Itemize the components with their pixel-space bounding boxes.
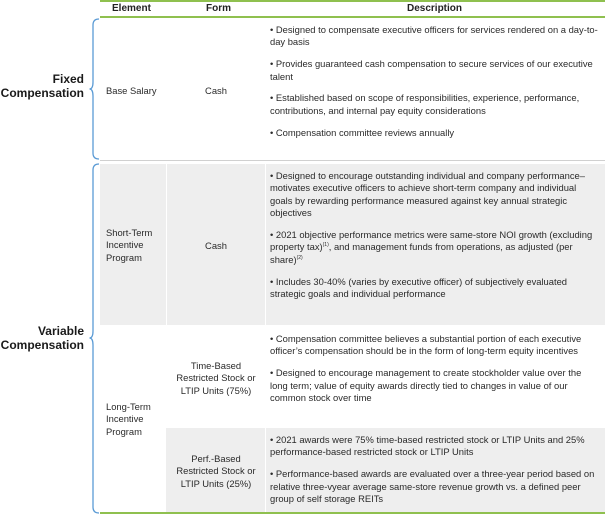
header-top-rule — [100, 0, 605, 2]
base-salary-form: Cash — [205, 85, 227, 96]
lti-time-form: Time-Based Restricted Stock or LTIP Units (75%) — [176, 360, 256, 396]
header-element: Element — [112, 3, 151, 14]
list-item: • 2021 objective performance metrics were same-store NOI growth (excluding property tax)$^{(1)}$, and management funds from operations, as adjusted (per share)$^{(2)}$ — [270, 229, 593, 265]
lti-element: Long-Term Incentive Program — [106, 401, 151, 437]
lti-time-description — [270, 333, 600, 414]
list-item: • Compensation committee reviews annually — [270, 126, 455, 138]
list-item: • Compensation committee believes a substantial portion of each executive officer’s compensation should be in the form of long-term equity incentives — [270, 333, 582, 357]
lti-perf-form: Perf.-Based Restricted Stock or LTIP Units (25%) — [176, 453, 256, 489]
sti-form: Cash — [205, 240, 227, 251]
base-salary-description — [270, 24, 598, 148]
sti-element: Short-Term Incentive Program — [106, 227, 153, 263]
group-label-variable: Variable Compensation — [0, 324, 84, 352]
column-divider — [265, 428, 266, 514]
list-item: • Designed to encourage management to create stockholder value over the long term; value of equity awards directly tied to changes in value of our common stock over time — [270, 367, 582, 404]
column-divider — [166, 164, 167, 325]
header-form: Form — [206, 3, 231, 14]
list-item: • Provides guaranteed cash compensation to secure services of our executive talent — [270, 58, 593, 82]
lti-perf-description — [270, 434, 600, 505]
header-bottom-rule — [100, 16, 605, 18]
list-item: • Includes 30-40% (varies by executive officer) of subjectively evaluated strategic goals and individual performance — [270, 275, 568, 300]
base-salary-element: Base Salary — [106, 85, 157, 96]
list-item: • Established based on scope of responsibilities, experience, performance, contributions, and internal pay equity considerations — [270, 92, 580, 116]
column-divider — [265, 164, 266, 325]
fixed-brace — [89, 18, 101, 160]
list-item: • Performance-based awards are evaluated over a three-year period based on relative three-vyear average same-store revenue growth vs. a defined peer group of self storage REITs — [270, 468, 595, 505]
list-item: • Designed to compensate executive officers for services rendered on a day-to-day basis — [270, 24, 598, 48]
row-divider — [100, 160, 605, 161]
group-label-fixed: Fixed Compensation — [0, 72, 84, 100]
header-description: Description — [407, 3, 463, 14]
list-item: • 2021 awards were 75% time-based restricted stock or LTIP Units and 25% performance-based restricted stock or LTIP Units — [270, 434, 585, 458]
list-item: • Designed to encourage outstanding individual and company performance–motivates executive officers to achieve short-term company and individual goals by rewarding performance measured against key annual strategic objectives — [270, 170, 585, 219]
sti-description — [270, 170, 600, 310]
